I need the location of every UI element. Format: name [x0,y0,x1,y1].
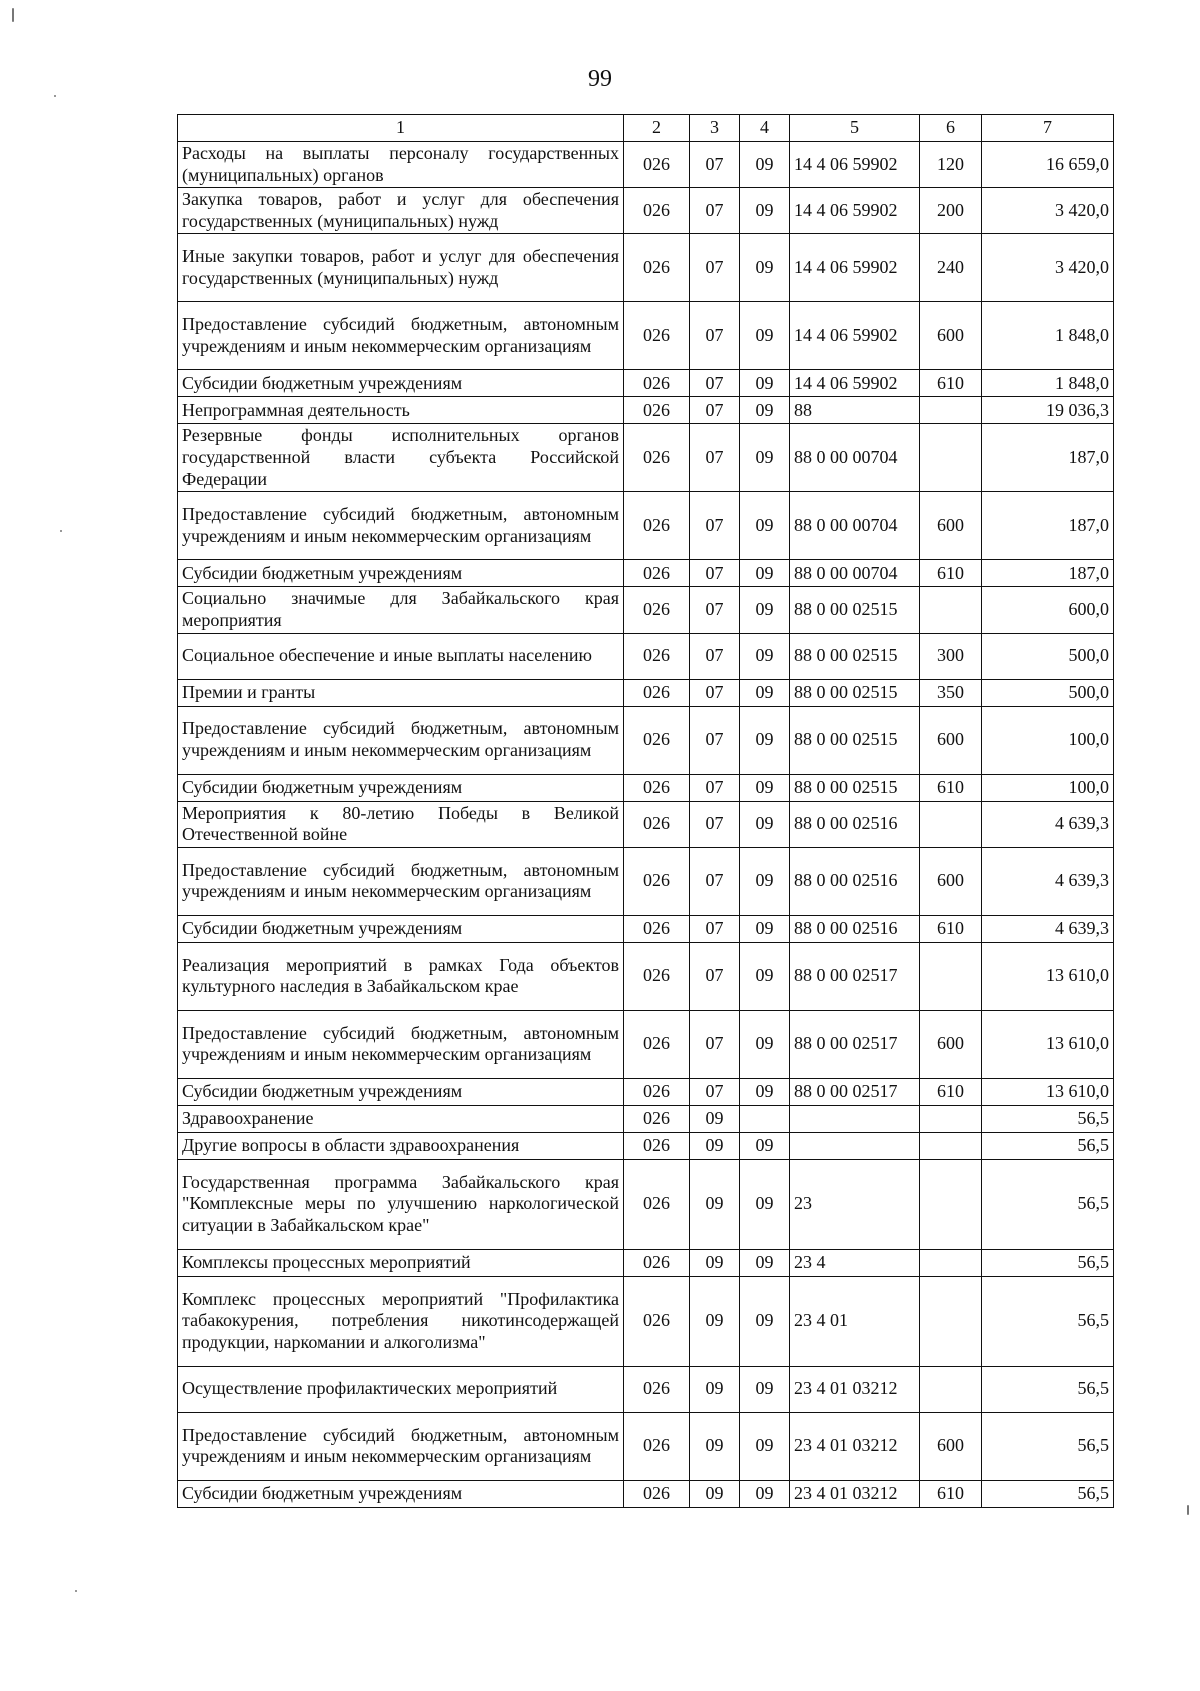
cell-amount: 500,0 [982,679,1114,706]
cell-name: Реализация мероприятий в рамках Года объектов культурного наследия в Забайкальском крае [178,942,624,1010]
cell-subsection: 09 [740,774,790,801]
cell-subsection: 09 [740,587,790,633]
cell-target-code: 23 4 01 03212 [790,1366,920,1412]
cell-target-code: 88 0 00 02516 [790,801,920,847]
cell-section: 07 [690,942,740,1010]
cell-expense-type [920,1249,982,1276]
cell-subsection: 09 [740,492,790,560]
header-col-4: 4 [740,115,790,142]
cell-name: Субсидии бюджетным учреждениям [178,1480,624,1507]
cell-expense-type: 600 [920,1412,982,1480]
cell-section: 09 [690,1105,740,1132]
cell-expense-type: 200 [920,188,982,234]
table-row [178,1078,1114,1105]
cell-subsection: 09 [740,424,790,492]
cell-amount: 56,5 [982,1366,1114,1412]
cell-target-code: 23 4 01 03212 [790,1412,920,1480]
cell-target-code: 14 4 06 59902 [790,142,920,188]
cell-section: 07 [690,188,740,234]
cell-target-code [790,1105,920,1132]
cell-subsection: 09 [740,302,790,370]
table-row [178,1105,1114,1132]
cell-expense-type: 120 [920,142,982,188]
cell-section: 07 [690,370,740,397]
cell-section: 07 [690,234,740,302]
table-row [178,424,1114,492]
cell-target-code: 88 0 00 02517 [790,1010,920,1078]
cell-admin-code: 026 [624,560,690,587]
cell-expense-type: 600 [920,1010,982,1078]
cell-admin-code: 026 [624,1159,690,1249]
cell-name: Государственная программа Забайкальского края "Комплексные меры по улучшению наркологической ситуации в Забайкальском крае" [178,1159,624,1249]
cell-admin-code: 026 [624,1249,690,1276]
cell-subsection: 09 [740,1366,790,1412]
cell-expense-type: 300 [920,633,982,679]
cell-amount: 13 610,0 [982,1078,1114,1105]
scan-speck [75,1590,77,1592]
table-row [178,801,1114,847]
page-number: 99 [588,66,612,92]
cell-target-code: 88 0 00 02516 [790,847,920,915]
table-row [178,587,1114,633]
cell-target-code: 14 4 06 59902 [790,370,920,397]
cell-target-code: 88 0 00 02515 [790,774,920,801]
cell-target-code: 88 0 00 02515 [790,587,920,633]
cell-target-code: 88 0 00 00704 [790,424,920,492]
cell-section: 07 [690,587,740,633]
cell-subsection: 09 [740,1159,790,1249]
table-row [178,915,1114,942]
cell-amount: 56,5 [982,1132,1114,1159]
cell-subsection: 09 [740,1132,790,1159]
cell-expense-type [920,1276,982,1366]
cell-name: Субсидии бюджетным учреждениям [178,915,624,942]
cell-section: 07 [690,397,740,424]
cell-amount: 56,5 [982,1249,1114,1276]
cell-section: 07 [690,142,740,188]
cell-name: Закупка товаров, работ и услуг для обеспечения государственных (муниципальных) нужд [178,188,624,234]
cell-expense-type [920,1366,982,1412]
table-row [178,1132,1114,1159]
cell-expense-type [920,424,982,492]
cell-subsection: 09 [740,633,790,679]
cell-name: Мероприятия к 80-летию Победы в Великой Отечественной войне [178,801,624,847]
cell-section: 07 [690,560,740,587]
table-row [178,847,1114,915]
cell-name: Субсидии бюджетным учреждениям [178,560,624,587]
cell-target-code: 23 [790,1159,920,1249]
cell-section: 07 [690,679,740,706]
cell-name: Предоставление субсидий бюджетным, автономным учреждениям и иным некоммерческим организациям [178,492,624,560]
cell-admin-code: 026 [624,370,690,397]
table-row [178,142,1114,188]
cell-name: Предоставление субсидий бюджетным, автономным учреждениям и иным некоммерческим организациям [178,847,624,915]
table-row [178,397,1114,424]
table-row [178,1159,1114,1249]
cell-target-code: 14 4 06 59902 [790,302,920,370]
cell-amount: 56,5 [982,1276,1114,1366]
cell-expense-type: 610 [920,370,982,397]
cell-target-code: 88 0 00 02517 [790,942,920,1010]
cell-expense-type: 600 [920,302,982,370]
cell-admin-code: 026 [624,774,690,801]
table-body [178,142,1114,1508]
cell-expense-type: 610 [920,560,982,587]
table-row [178,1480,1114,1507]
cell-target-code: 88 0 00 02517 [790,1078,920,1105]
cell-name: Непрограммная деятельность [178,397,624,424]
cell-name: Другие вопросы в области здравоохранения [178,1132,624,1159]
cell-admin-code: 026 [624,234,690,302]
cell-name: Предоставление субсидий бюджетным, автономным учреждениям и иным некоммерческим организациям [178,302,624,370]
cell-amount: 100,0 [982,774,1114,801]
cell-section: 07 [690,492,740,560]
cell-amount: 56,5 [982,1105,1114,1132]
cell-section: 07 [690,424,740,492]
cell-amount: 187,0 [982,560,1114,587]
header-col-3: 3 [690,115,740,142]
cell-amount: 3 420,0 [982,234,1114,302]
cell-name: Социальное обеспечение и иные выплаты населению [178,633,624,679]
cell-amount: 100,0 [982,706,1114,774]
cell-section: 09 [690,1159,740,1249]
header-col-5: 5 [790,115,920,142]
cell-section: 09 [690,1412,740,1480]
cell-section: 07 [690,706,740,774]
table-row [178,1412,1114,1480]
table-row [178,1276,1114,1366]
cell-expense-type: 610 [920,1078,982,1105]
cell-amount: 500,0 [982,633,1114,679]
cell-name: Субсидии бюджетным учреждениям [178,370,624,397]
cell-admin-code: 026 [624,1412,690,1480]
cell-admin-code: 026 [624,1010,690,1078]
cell-amount: 600,0 [982,587,1114,633]
cell-subsection: 09 [740,942,790,1010]
cell-expense-type [920,1159,982,1249]
cell-subsection: 09 [740,679,790,706]
cell-amount: 1 848,0 [982,302,1114,370]
cell-section: 09 [690,1480,740,1507]
cell-amount: 13 610,0 [982,942,1114,1010]
cell-expense-type: 610 [920,915,982,942]
cell-admin-code: 026 [624,188,690,234]
cell-amount: 187,0 [982,492,1114,560]
cell-target-code: 23 4 [790,1249,920,1276]
cell-admin-code: 026 [624,397,690,424]
cell-amount: 3 420,0 [982,188,1114,234]
cell-subsection: 09 [740,706,790,774]
scan-speck [1187,1505,1189,1515]
cell-expense-type [920,397,982,424]
cell-expense-type: 610 [920,774,982,801]
cell-subsection: 09 [740,1480,790,1507]
header-row [178,115,1114,142]
cell-section: 07 [690,633,740,679]
cell-subsection: 09 [740,1010,790,1078]
cell-subsection: 09 [740,188,790,234]
cell-name: Субсидии бюджетным учреждениям [178,774,624,801]
table-row [178,560,1114,587]
table-row [178,370,1114,397]
cell-subsection: 09 [740,397,790,424]
cell-name: Осуществление профилактических мероприятий [178,1366,624,1412]
cell-name: Субсидии бюджетным учреждениям [178,1078,624,1105]
cell-amount: 13 610,0 [982,1010,1114,1078]
cell-subsection: 09 [740,370,790,397]
cell-admin-code: 026 [624,1366,690,1412]
cell-subsection: 09 [740,1412,790,1480]
cell-name: Предоставление субсидий бюджетным, автономным учреждениям и иным некоммерческим организациям [178,706,624,774]
cell-target-code: 88 [790,397,920,424]
cell-section: 07 [690,302,740,370]
cell-target-code: 88 0 00 00704 [790,560,920,587]
cell-name: Расходы на выплаты персоналу государственных (муниципальных) органов [178,142,624,188]
cell-subsection: 09 [740,915,790,942]
cell-target-code: 88 0 00 02515 [790,679,920,706]
cell-admin-code: 026 [624,1480,690,1507]
cell-amount: 56,5 [982,1480,1114,1507]
cell-section: 07 [690,774,740,801]
table-row [178,633,1114,679]
header-col-6: 6 [920,115,982,142]
cell-expense-type [920,1132,982,1159]
cell-subsection: 09 [740,560,790,587]
table-row [178,942,1114,1010]
cell-subsection [740,1105,790,1132]
cell-expense-type [920,942,982,1010]
scan-speck [54,95,56,97]
table-row [178,188,1114,234]
scan-speck [12,8,14,22]
cell-subsection: 09 [740,1078,790,1105]
cell-target-code: 14 4 06 59902 [790,234,920,302]
scan-speck [60,530,62,532]
cell-admin-code: 026 [624,1078,690,1105]
cell-admin-code: 026 [624,302,690,370]
cell-name: Иные закупки товаров, работ и услуг для обеспечения государственных (муниципальных) нужд [178,234,624,302]
cell-admin-code: 026 [624,915,690,942]
cell-amount: 4 639,3 [982,915,1114,942]
table-row [178,492,1114,560]
cell-target-code: 14 4 06 59902 [790,188,920,234]
cell-subsection: 09 [740,1249,790,1276]
table-row [178,1010,1114,1078]
cell-expense-type [920,801,982,847]
table-row [178,679,1114,706]
cell-admin-code: 026 [624,633,690,679]
table-row [178,1249,1114,1276]
cell-section: 09 [690,1276,740,1366]
cell-admin-code: 026 [624,424,690,492]
cell-section: 07 [690,1078,740,1105]
cell-name: Премии и гранты [178,679,624,706]
header-col-2: 2 [624,115,690,142]
cell-expense-type: 600 [920,847,982,915]
cell-amount: 56,5 [982,1159,1114,1249]
cell-admin-code: 026 [624,847,690,915]
cell-subsection: 09 [740,801,790,847]
cell-amount: 4 639,3 [982,847,1114,915]
cell-admin-code: 026 [624,492,690,560]
cell-expense-type: 350 [920,679,982,706]
cell-target-code: 23 4 01 [790,1276,920,1366]
cell-name: Предоставление субсидий бюджетным, автономным учреждениям и иным некоммерческим организациям [178,1412,624,1480]
cell-subsection: 09 [740,142,790,188]
cell-target-code: 88 0 00 02515 [790,706,920,774]
cell-expense-type [920,587,982,633]
table-row [178,1366,1114,1412]
cell-name: Здравоохранение [178,1105,624,1132]
cell-name: Социально значимые для Забайкальского края мероприятия [178,587,624,633]
cell-expense-type: 600 [920,706,982,774]
table-row [178,234,1114,302]
cell-name: Комплекс процессных мероприятий "Профилактика табакокурения, потребления никотинсодержащей продукции, наркомании и алкоголизма" [178,1276,624,1366]
cell-admin-code: 026 [624,587,690,633]
cell-admin-code: 026 [624,142,690,188]
cell-section: 07 [690,801,740,847]
table-row [178,706,1114,774]
cell-section: 07 [690,847,740,915]
cell-section: 09 [690,1132,740,1159]
cell-subsection: 09 [740,1276,790,1366]
cell-admin-code: 026 [624,1132,690,1159]
header-col-7: 7 [982,115,1114,142]
cell-section: 07 [690,1010,740,1078]
table-row [178,774,1114,801]
cell-target-code: 23 4 01 03212 [790,1480,920,1507]
cell-subsection: 09 [740,847,790,915]
cell-admin-code: 026 [624,942,690,1010]
cell-amount: 1 848,0 [982,370,1114,397]
cell-target-code [790,1132,920,1159]
cell-amount: 16 659,0 [982,142,1114,188]
cell-admin-code: 026 [624,706,690,774]
budget-table [177,114,1114,1508]
header-col-1: 1 [178,115,624,142]
table-row [178,302,1114,370]
cell-name: Резервные фонды исполнительных органов государственной власти субъекта Российской Федерации [178,424,624,492]
cell-admin-code: 026 [624,801,690,847]
cell-amount: 187,0 [982,424,1114,492]
cell-section: 07 [690,915,740,942]
cell-amount: 56,5 [982,1412,1114,1480]
cell-section: 09 [690,1249,740,1276]
cell-target-code: 88 0 00 02515 [790,633,920,679]
cell-expense-type: 610 [920,1480,982,1507]
cell-target-code: 88 0 00 00704 [790,492,920,560]
cell-expense-type: 240 [920,234,982,302]
cell-expense-type [920,1105,982,1132]
cell-admin-code: 026 [624,1276,690,1366]
cell-section: 09 [690,1366,740,1412]
cell-expense-type: 600 [920,492,982,560]
cell-name: Комплексы процессных мероприятий [178,1249,624,1276]
cell-amount: 4 639,3 [982,801,1114,847]
cell-target-code: 88 0 00 02516 [790,915,920,942]
cell-admin-code: 026 [624,1105,690,1132]
cell-name: Предоставление субсидий бюджетным, автономным учреждениям и иным некоммерческим организациям [178,1010,624,1078]
cell-subsection: 09 [740,234,790,302]
cell-amount: 19 036,3 [982,397,1114,424]
cell-admin-code: 026 [624,679,690,706]
